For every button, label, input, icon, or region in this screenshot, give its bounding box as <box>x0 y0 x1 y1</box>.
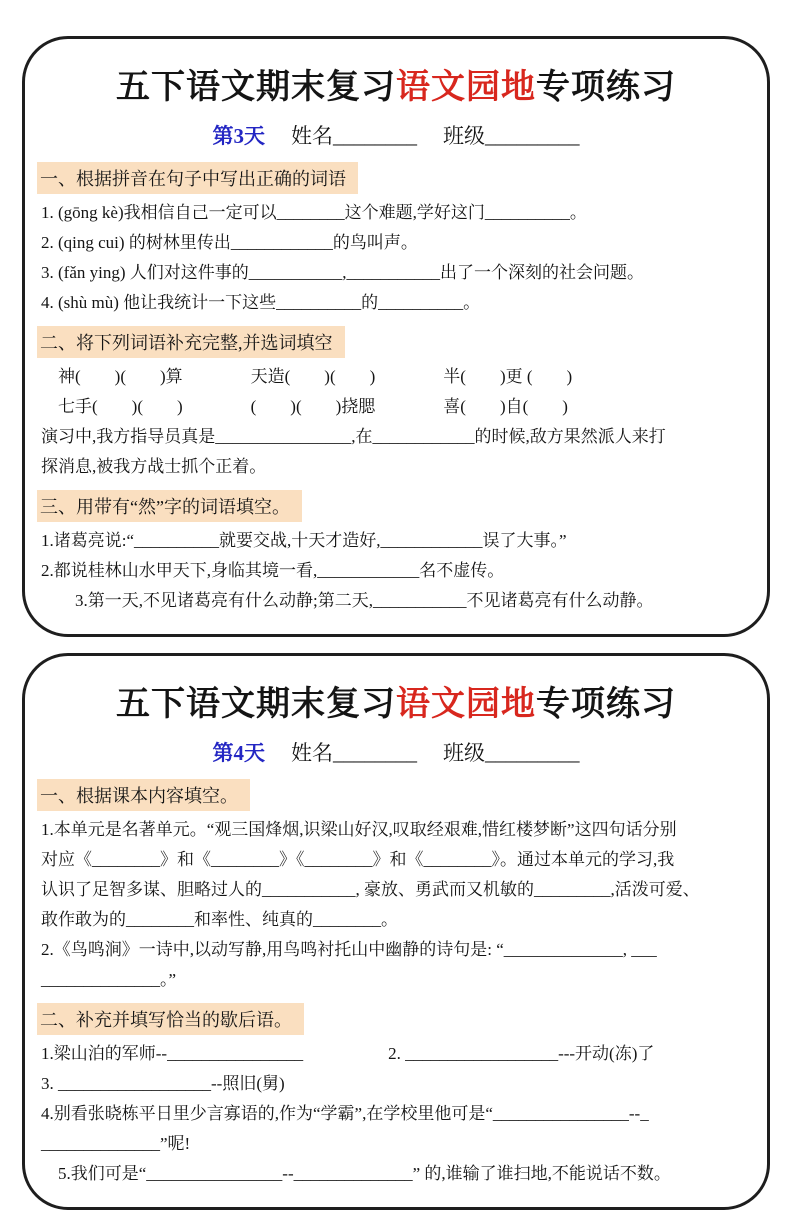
section-heading: 二、将下列词语补充完整,并选词填空 <box>37 326 345 358</box>
page-title <box>41 59 751 108</box>
title-prefix: 五下语文期末复习 <box>116 69 396 106</box>
worksheet-line: 3.第一天,不见诸葛亮有什么动静;第二天,___________不见诸葛亮有什么动静。 <box>41 591 654 610</box>
worksheet-line: 4.别看张晓栋平日里少言寡语的,作为“学霸”,在学校里他可是“________________--_ <box>41 1104 649 1123</box>
class-blank: _________ <box>485 124 580 148</box>
title-suffix: 专项练习 <box>536 686 676 723</box>
worksheet-line: 1. (gōng kè)我相信自己一定可以________这个难题,学好这门__________。 <box>41 203 587 222</box>
name-blank: ________ <box>333 741 417 765</box>
worksheet-line: 七手( )( ) ( )( )挠腮 喜( )自( ) <box>41 397 568 416</box>
worksheet-line: 认识了足智多谋、胆略过人的___________, 豪放、勇武而又机敏的_________,活泼可爱、 <box>41 880 700 899</box>
title-red-highlight: 语文园地 <box>396 69 536 106</box>
worksheet-card-day3 <box>22 36 770 637</box>
title-prefix: 五下语文期末复习 <box>116 686 396 723</box>
worksheet-line: 演习中,我方指导员真是________________,在____________的时候,敌方果然派人来打 <box>41 427 666 446</box>
worksheet-line: 4. (shù mù) 他让我统计一下这些__________的__________。 <box>41 293 481 312</box>
worksheet-line: 3. (fǎn ying) 人们对这件事的___________,___________出了一个深刻的社会问题。 <box>41 263 645 282</box>
title-suffix: 专项练习 <box>536 69 676 106</box>
worksheet-line: 1.本单元是名著单元。“观三国烽烟,识梁山好汉,叹取经艰难,惜红楼梦断”这四句话分别 <box>41 820 677 839</box>
worksheet-line: 探消息,被我方战士抓个正着。 <box>41 457 267 476</box>
section-textbook-fill <box>41 779 751 995</box>
section-heading: 一、根据课本内容填空。 <box>37 779 250 811</box>
section-ran-words <box>41 490 751 616</box>
day-name-class-line <box>41 120 751 150</box>
name-label: 姓名 <box>291 741 333 765</box>
worksheet-card-day4 <box>22 653 770 1210</box>
name-label: 姓名 <box>291 124 333 148</box>
section-pinyin-words <box>41 162 751 318</box>
worksheet-line: 1.梁山泊的军师--________________ 2. __________________---开动(冻)了 <box>41 1044 655 1063</box>
day-name-class-line <box>41 737 751 767</box>
worksheet-line: 2.《鸟鸣涧》一诗中,以动写静,用鸟鸣衬托山中幽静的诗句是: “______________, ___ <box>41 940 657 959</box>
day-label: 第4天 <box>212 741 265 765</box>
worksheet-line: 2.都说桂林山水甲天下,身临其境一看,____________名不虚传。 <box>41 561 505 580</box>
class-label: 班级 <box>443 741 485 765</box>
name-blank: ________ <box>333 124 417 148</box>
class-label: 班级 <box>443 124 485 148</box>
section-complete-words <box>41 326 751 482</box>
section-heading: 一、根据拼音在句子中写出正确的词语 <box>37 162 358 194</box>
section-xiehouyu <box>41 1003 751 1189</box>
worksheet-line: 1.诸葛亮说:“__________就要交战,十天才造好,____________误了大事。” <box>41 531 567 550</box>
worksheet-line: 3. __________________--照旧(舅) <box>41 1074 285 1093</box>
worksheet-line: 2. (qing cui) 的树林里传出____________的鸟叫声。 <box>41 233 418 252</box>
worksheet-line: 对应《________》和《________》《________》和《________》。通过本单元的学习,我 <box>41 850 675 869</box>
section-heading: 二、补充并填写恰当的歇后语。 <box>37 1003 304 1035</box>
title-red-highlight: 语文园地 <box>396 686 536 723</box>
worksheet-line: 敢作敢为的________和率性、纯真的________。 <box>41 910 398 929</box>
page-title <box>41 676 751 725</box>
worksheet-line: 5.我们可是“________________--______________” 的,谁输了谁扫地,不能说话不数。 <box>41 1164 671 1183</box>
class-blank: _________ <box>485 741 580 765</box>
worksheet-line: ______________。” <box>41 970 177 989</box>
day-label: 第3天 <box>212 124 265 148</box>
section-heading: 三、用带有“然”字的词语填空。 <box>37 490 302 522</box>
worksheet-line: 神( )( )算 天造( )( ) 半( )更 ( ) <box>41 367 573 386</box>
worksheet-line: ______________”呢! <box>41 1134 191 1153</box>
